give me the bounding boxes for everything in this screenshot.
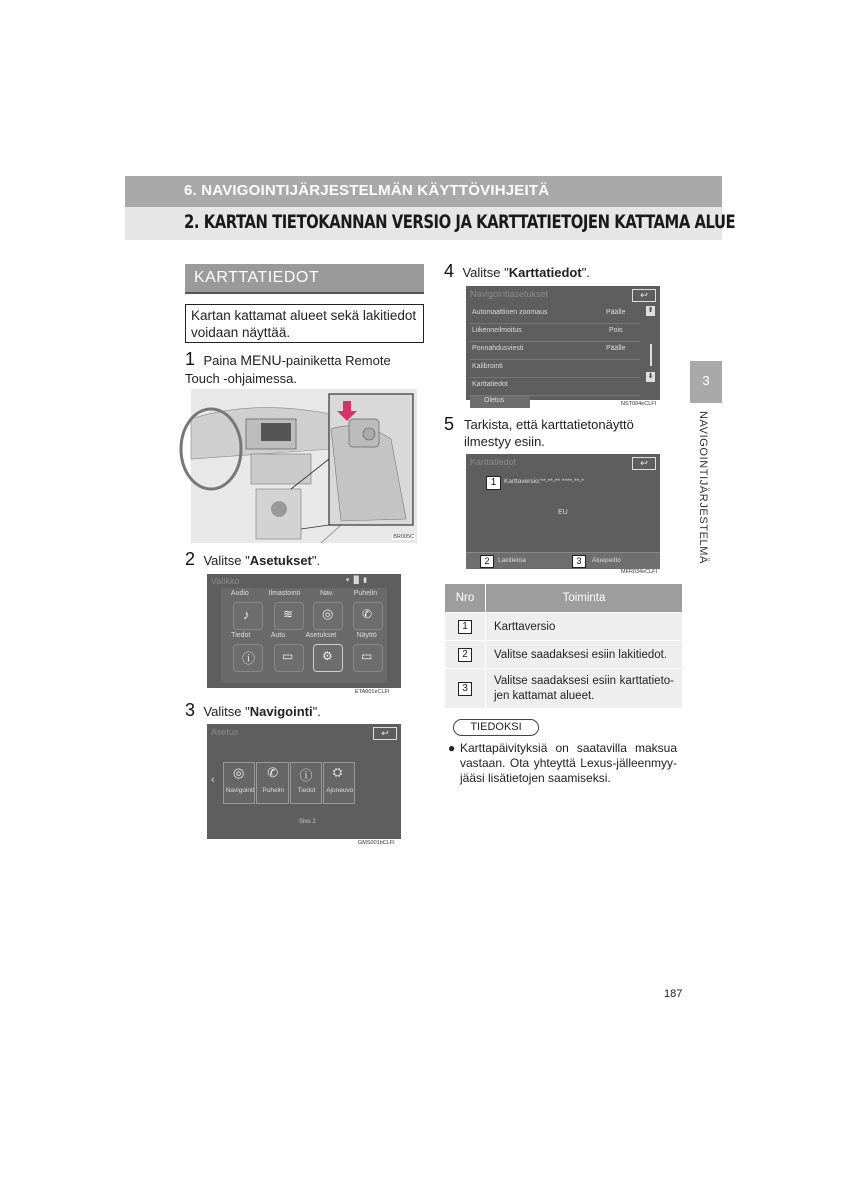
chapter-tab-label: NAVIGOINTIJÄRJESTELMÄ [697,411,709,564]
callout-2: 2 [480,555,494,568]
step-4-number: 4 [444,261,455,281]
audio-icon[interactable]: ♪ [233,602,263,630]
screen-menu-title: Valikko [211,576,240,586]
page-number: 187 [664,988,683,1000]
table-row-number: 3 [458,682,472,696]
screen-settings [207,724,401,839]
step-1 [185,349,425,388]
screen-nav-title: Navigointiasetukset [470,289,549,299]
menu-label-display: Näyttö [356,632,377,639]
menu-label-nav: Nav. [319,590,334,597]
step-4-pre: Valitse " [462,265,509,280]
table-header-no: Nro [445,584,486,613]
settings-item-label: Puhelin [262,787,285,794]
list-item-value: Pois [609,327,623,334]
back-icon[interactable]: ↩ [632,457,656,470]
callout-3: 3 [572,555,586,568]
screen-settings-title: Asetus [211,727,239,737]
list-item[interactable] [470,324,640,342]
step-3-number: 3 [185,700,196,720]
settings-item-info[interactable] [290,762,322,804]
scrollbar[interactable] [650,344,652,366]
settings-item-label: Ajoneuvo [326,787,354,794]
settings-item-label: Tiedot [297,787,316,794]
default-button[interactable] [470,396,530,408]
list-item-label: Automaattinen zoomaus [472,309,548,316]
step-1-bold: MENU [240,352,282,368]
step-5 [444,414,684,450]
navigation-icon[interactable]: ◎ [313,602,343,630]
figure-1-code: BR005C [393,534,414,540]
step-3-post: ". [312,704,321,719]
note-title: TIEDOKSI [453,719,539,736]
menu-label-info: Tiedot [231,632,251,639]
step-4-bold: Karttatiedot [508,265,582,280]
nav-settings-list [470,306,640,408]
list-item-map-info[interactable] [470,378,640,396]
step-2-pre: Valitse " [203,553,250,568]
navigation-icon: ◎ [233,765,245,780]
section-bar [185,264,424,294]
map-info-button-row [466,552,660,569]
figure-5-code: MFR034eCLFI [621,569,658,575]
screen-map-info-title: Karttatiedot [470,457,517,467]
map-version-label: Karttaversio:**-**-** ****-**-* [504,478,584,485]
display-icon[interactable]: ▭ [353,644,383,672]
chapter-tab-number: 3 [702,373,710,388]
list-item[interactable] [470,360,640,378]
chapter-tab-label-wrap [694,410,714,570]
section-header [125,207,736,240]
settings-item-phone[interactable] [256,762,288,804]
map-region: EU [558,509,568,516]
menu-label-car: Auto [270,632,286,639]
step-5-text: Tarkista, että karttatietonäyttö ilmestyy esiin. [464,417,634,449]
step-4 [444,261,684,282]
list-item-value: Päälle [606,309,626,316]
step-2 [185,549,425,570]
settings-item-label: Navigointi [225,787,255,794]
note-body [448,741,677,786]
table-row [445,669,683,709]
figure-4-code: NST004eCLFI [621,401,657,407]
chapter-tab [690,361,722,403]
coverage-area-button[interactable]: Aluepeitto [592,557,621,564]
phone-icon: ✆ [267,765,279,780]
step-3-bold: Navigointi [249,704,313,719]
screen-menu [207,574,401,688]
status-icons: ▾ ▐▌ ▮ [345,577,367,584]
list-item-label: Liikenneilmoitus [472,327,522,334]
step-2-post: ". [311,553,321,568]
list-item-label: Ponnahdusviesti [472,345,524,352]
climate-icon[interactable]: ≋ [274,602,304,630]
menu-label-settings: Asetukset [305,632,337,639]
chapter-title: 6. NAVIGOINTIJÄRJESTELMÄN KÄYTTÖVIHJEITÄ [184,182,550,199]
table-row-text: Valitse saadaksesi esiin karttatieto-jen kattamat alueet. [486,669,683,709]
legal-info-button[interactable]: Lakitietoa [498,557,526,564]
table-row-number: 2 [458,648,472,662]
step-2-number: 2 [185,549,196,569]
step-2-bold: Asetukset [249,553,312,568]
section-title: 2. KARTAN TIETOKANNAN VERSIO JA KARTTATIETOJEN KATTAMA ALUE [184,211,736,233]
list-item-label: Kalibrointi [472,363,503,370]
settings-item-row [223,762,355,802]
bullet-icon: ● [448,741,456,755]
settings-item-vehicle[interactable] [323,762,355,804]
info-box-text: Kartan kattamat alueet sekä lakitiedot voidaan näyttää. [191,308,417,340]
step-5-number: 5 [444,414,455,434]
screen-map-info [466,454,660,568]
scroll-down-button[interactable]: ⬇ [647,373,654,380]
function-table [444,583,683,709]
section-bar-title: KARTTATIEDOT [194,269,320,286]
note-text: Karttapäivityksiä on saatavilla maksua vastaan. Ota yhteyttä Lexus-jälleenmyy-jääsi lisätietojen saamiseksi. [460,741,677,785]
page-indicator: Sivu 2 [299,819,316,825]
table-row-number: 1 [458,620,472,634]
menu-label-phone: Puhelin [353,590,378,597]
table-row-text: Karttaversio [486,613,683,641]
table-row [445,641,683,669]
table-row [445,613,683,641]
list-item[interactable] [470,342,640,360]
step-3-pre: Valitse " [203,704,250,719]
callout-1: 1 [486,476,501,490]
list-item-label: Karttatiedot [472,381,508,388]
info-icon: ⓘ [299,768,313,783]
step-4-post: ". [581,265,590,280]
step-1-number: 1 [185,349,196,369]
scroll-up-button[interactable]: ⬆ [647,307,654,314]
back-icon[interactable]: ↩ [632,289,656,302]
settings-item-navigation[interactable] [223,762,255,804]
chevron-left-icon[interactable]: ‹ [211,774,215,786]
default-button-label: Oletus [484,397,505,404]
back-icon[interactable]: ↩ [373,727,397,740]
list-item-value: Päälle [606,345,626,352]
info-box [185,304,424,343]
list-item[interactable] [470,306,640,324]
phone-icon[interactable]: ✆ [353,602,383,630]
info-icon[interactable]: ⓘ [233,644,263,672]
figure-interior [191,389,417,543]
step-1-post: -painiketta Remote Touch -ohjaimessa. [185,353,391,386]
table-row-text: Valitse saadaksesi esiin lakitiedot. [486,641,683,669]
car-icon[interactable]: ▭ [274,644,304,672]
table-header-function: Toiminta [486,584,683,613]
chapter-header [125,176,722,207]
menu-label-audio: Audio [230,590,249,597]
figure-2-code: ETA001eCLFI [355,689,390,695]
step-1-pre: Paina [203,353,241,368]
step-3 [185,700,425,721]
figure-3-code: GMS001bCLFI [358,840,395,846]
settings-icon[interactable]: ⚙ [313,644,343,672]
interior-illustration [191,389,417,543]
menu-label-climate: Ilmastointi [268,590,301,597]
car-icon: ⛭ [332,765,343,779]
